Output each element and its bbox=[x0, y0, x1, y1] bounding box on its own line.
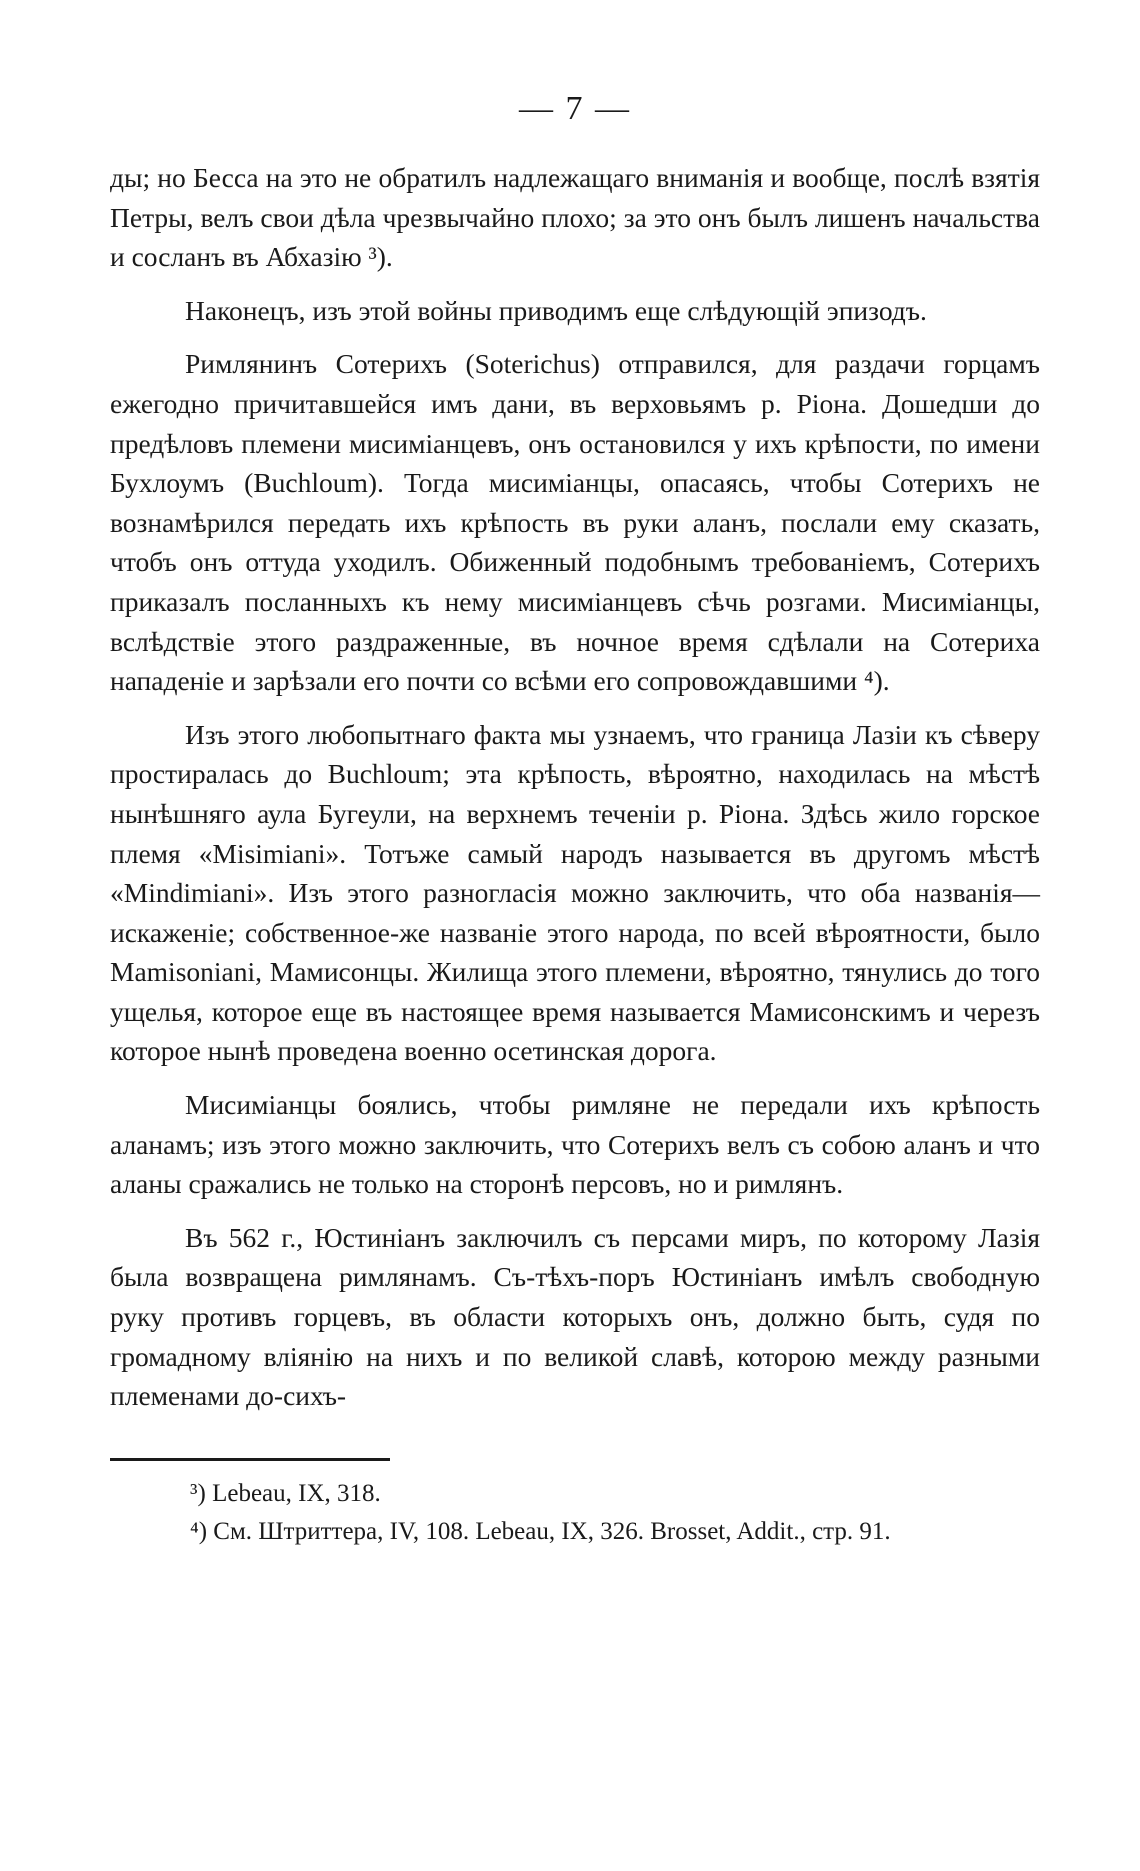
paragraph-3: Римлянинъ Сотерихъ (Soterichus) отправился, для раздачи горцамъ ежегодно причитавшейся имъ дани, въ верховьямъ р. Ріона. Дошедши до предѣловъ племени мисиміанцевъ, онъ остановился у ихъ крѣпости, по имени Бухлоумъ (Buchloum). Тогда мисиміанцы, опасаясь, чтобы Сотерихъ не вознамѣрился передать ихъ крѣпость въ руки аланъ, послали ему сказать, чтобъ онъ оттуда уходилъ. Обиженный подобнымъ требованіемъ, Сотерихъ приказалъ посланныхъ къ нему мисиміанцевъ сѣчь розгами. Мисиміанцы, вслѣдствіе этого раздраженные, въ ночное время сдѣлали на Сотериха нападеніе и зарѣзали его почти со всѣми его сопровождавшими ⁴). bbox=[110, 348, 1040, 697]
footnote-4: ⁴) См. Штриттера, IV, 108. Lebeau, IX, 326. Brosset, Addit., стр. 91. bbox=[190, 1517, 891, 1545]
document-page bbox=[110, 90, 1040, 1551]
footnote-divider bbox=[110, 1458, 390, 1461]
paragraph-2: Наконецъ, изъ этой войны приводимъ еще слѣдующій эпизодъ. bbox=[185, 294, 927, 326]
paragraph-6: Въ 562 г., Юстиніанъ заключилъ съ персами миръ, по которому Лазія была возвращена римлянамъ. Съ-тѣхъ-поръ Юстиніанъ имѣлъ свободную руку противъ горцевъ, въ области которыхъ онъ, должно быть, судя по громадному вліянію на нихъ и по великой славѣ, которою между разными племенами до-сихъ- bbox=[110, 1221, 1040, 1412]
paragraph-4: Изъ этого любопытнаго факта мы узнаемъ, что граница Лазіи къ сѣверу простиралась до Buchloum; эта крѣпость, вѣроятно, находилась на мѣстѣ нынѣшняго аула Бугеули, на верхнемъ теченіи р. Ріона. Здѣсь жило горское племя «Misimiani». Тотъже самый народъ называется въ другомъ мѣстѣ «Mindimiani». Изъ этого разногласія можно заключить, что оба названія—искаженіе; собственное-же названіе этого народа, по всей вѣроятности, было Mamisoniani, Мамисонцы. Жилища этого племени, вѣроятно, тянулись до того ущелья, которое еще въ настоящее время называется Мамисонскимъ и черезъ которое нынѣ проведена военно осетинская дорога. bbox=[110, 718, 1040, 1067]
footnotes bbox=[110, 1475, 1040, 1551]
paragraph-5: Мисиміанцы боялись, чтобы римляне не передали ихъ крѣпость аланамъ; изъ этого можно заключить, что Сотерихъ велъ съ собою аланъ и что аланы сражались не только на сторонѣ персовъ, но и римлянъ. bbox=[110, 1089, 1040, 1200]
paragraph-1: ды; но Бесса на это не обратилъ надлежащаго вниманія и вообще, послѣ взятія Петры, велъ свои дѣла чрезвычайно плохо; за это онъ былъ лишенъ начальства и сосланъ въ Абхазію ³). bbox=[110, 162, 1040, 273]
page-number: — 7 — bbox=[519, 90, 631, 127]
footnote-3: ³) Lebeau, IX, 318. bbox=[190, 1479, 381, 1507]
